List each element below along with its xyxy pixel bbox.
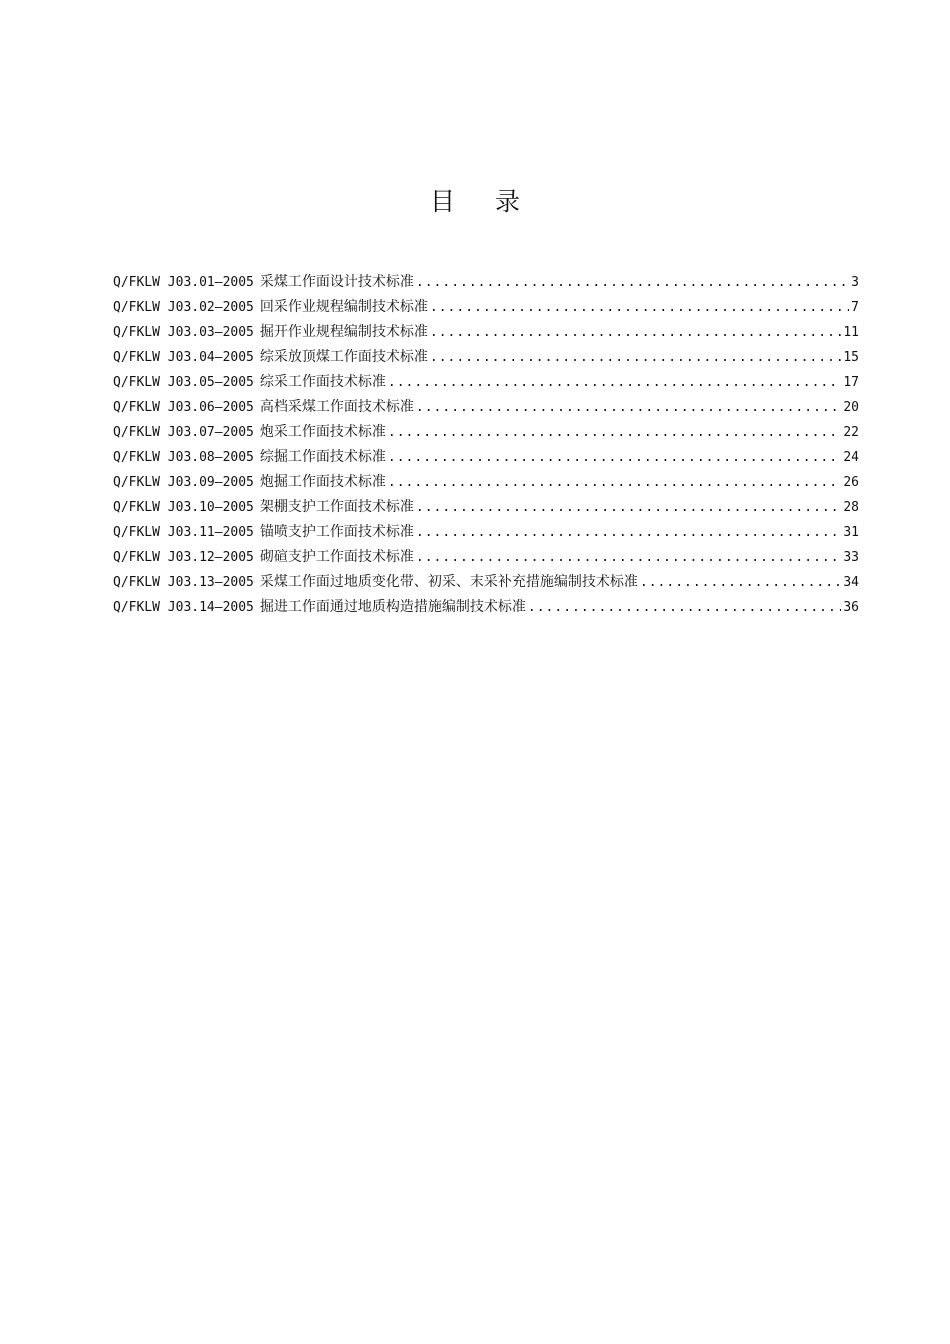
toc-dot-leader <box>430 345 841 370</box>
toc-entry-title: 采煤工作面设计技术标准 <box>259 274 414 290</box>
toc-entry-code: Q/FKLW J03.11—2005 <box>113 525 254 540</box>
toc-entry-code: Q/FKLW J03.13—2005 <box>113 575 254 590</box>
toc-entry-code: Q/FKLW J03.01—2005 <box>113 275 254 290</box>
toc-dot-leader <box>416 395 841 420</box>
toc-dot-leader <box>416 495 841 520</box>
toc-entry-page: 33 <box>843 550 859 565</box>
toc-entry-title: 架棚支护工作面技术标准 <box>259 499 414 515</box>
toc-dot-leader <box>388 370 841 395</box>
toc-entry-title: 综掘工作面技术标准 <box>259 449 386 465</box>
toc-entry-code: Q/FKLW J03.03—2005 <box>113 325 254 340</box>
toc-entry-page: 31 <box>843 525 859 540</box>
toc-entry-page: 36 <box>843 600 859 615</box>
toc-entry-code: Q/FKLW J03.04—2005 <box>113 350 254 365</box>
toc-entry[interactable] <box>113 420 859 445</box>
toc-list <box>113 270 859 620</box>
toc-entry[interactable] <box>113 295 859 320</box>
toc-entry[interactable] <box>113 520 859 545</box>
toc-entry[interactable] <box>113 470 859 495</box>
toc-dot-leader <box>416 520 841 545</box>
toc-dot-leader <box>430 320 841 345</box>
toc-entry-page: 34 <box>843 575 859 590</box>
toc-entry[interactable] <box>113 270 859 295</box>
toc-entry[interactable] <box>113 445 859 470</box>
toc-entry-code: Q/FKLW J03.14—2005 <box>113 600 254 615</box>
toc-entry-code: Q/FKLW J03.07—2005 <box>113 425 254 440</box>
toc-entry-title: 回采作业规程编制技术标准 <box>259 299 428 315</box>
title-char-1: 目 <box>429 187 455 216</box>
toc-entry-title: 炮掘工作面技术标准 <box>259 474 386 490</box>
toc-entry[interactable] <box>113 320 859 345</box>
toc-entry-title: 采煤工作面过地质变化带、初采、末采补充措施编制技术标准 <box>259 574 638 590</box>
toc-dot-leader <box>388 445 841 470</box>
toc-entry-page: 7 <box>851 300 859 315</box>
toc-dot-leader <box>388 470 841 495</box>
toc-entry-code: Q/FKLW J03.08—2005 <box>113 450 254 465</box>
toc-entry-title: 综采工作面技术标准 <box>259 374 386 390</box>
toc-entry-title: 综采放顶煤工作面技术标准 <box>259 349 428 365</box>
toc-entry[interactable] <box>113 545 859 570</box>
page-title <box>0 182 950 222</box>
toc-entry[interactable] <box>113 595 859 620</box>
toc-entry[interactable] <box>113 570 859 595</box>
toc-entry-page: 26 <box>843 475 859 490</box>
toc-dot-leader <box>388 420 841 445</box>
toc-entry-page: 11 <box>843 325 859 340</box>
toc-entry-title: 高档采煤工作面技术标准 <box>259 399 414 415</box>
toc-entry-code: Q/FKLW J03.12—2005 <box>113 550 254 565</box>
toc-entry-page: 15 <box>843 350 859 365</box>
title-char-2: 录 <box>495 187 521 216</box>
toc-entry[interactable] <box>113 370 859 395</box>
toc-dot-leader <box>416 545 841 570</box>
toc-entry-code: Q/FKLW J03.05—2005 <box>113 375 254 390</box>
toc-entry-code: Q/FKLW J03.02—2005 <box>113 300 254 315</box>
toc-dot-leader <box>640 570 841 595</box>
toc-entry-page: 20 <box>843 400 859 415</box>
toc-entry-page: 24 <box>843 450 859 465</box>
toc-entry-page: 28 <box>843 500 859 515</box>
toc-entry-title: 掘进工作面通过地质构造措施编制技术标准 <box>259 599 526 615</box>
toc-dot-leader <box>528 595 841 620</box>
toc-entry-title: 掘开作业规程编制技术标准 <box>259 324 428 340</box>
toc-dot-leader <box>416 270 849 295</box>
toc-entry-code: Q/FKLW J03.10—2005 <box>113 500 254 515</box>
toc-entry-page: 22 <box>843 425 859 440</box>
toc-entry[interactable] <box>113 345 859 370</box>
toc-entry-title: 砌碹支护工作面技术标准 <box>259 549 414 565</box>
toc-entry-code: Q/FKLW J03.09—2005 <box>113 475 254 490</box>
toc-dot-leader <box>430 295 849 320</box>
toc-entry[interactable] <box>113 495 859 520</box>
toc-entry[interactable] <box>113 395 859 420</box>
toc-entry-title: 炮采工作面技术标准 <box>259 424 386 440</box>
toc-entry-page: 3 <box>851 275 859 290</box>
toc-entry-page: 17 <box>843 375 859 390</box>
toc-entry-code: Q/FKLW J03.06—2005 <box>113 400 254 415</box>
toc-entry-title: 锚喷支护工作面技术标准 <box>259 524 414 540</box>
